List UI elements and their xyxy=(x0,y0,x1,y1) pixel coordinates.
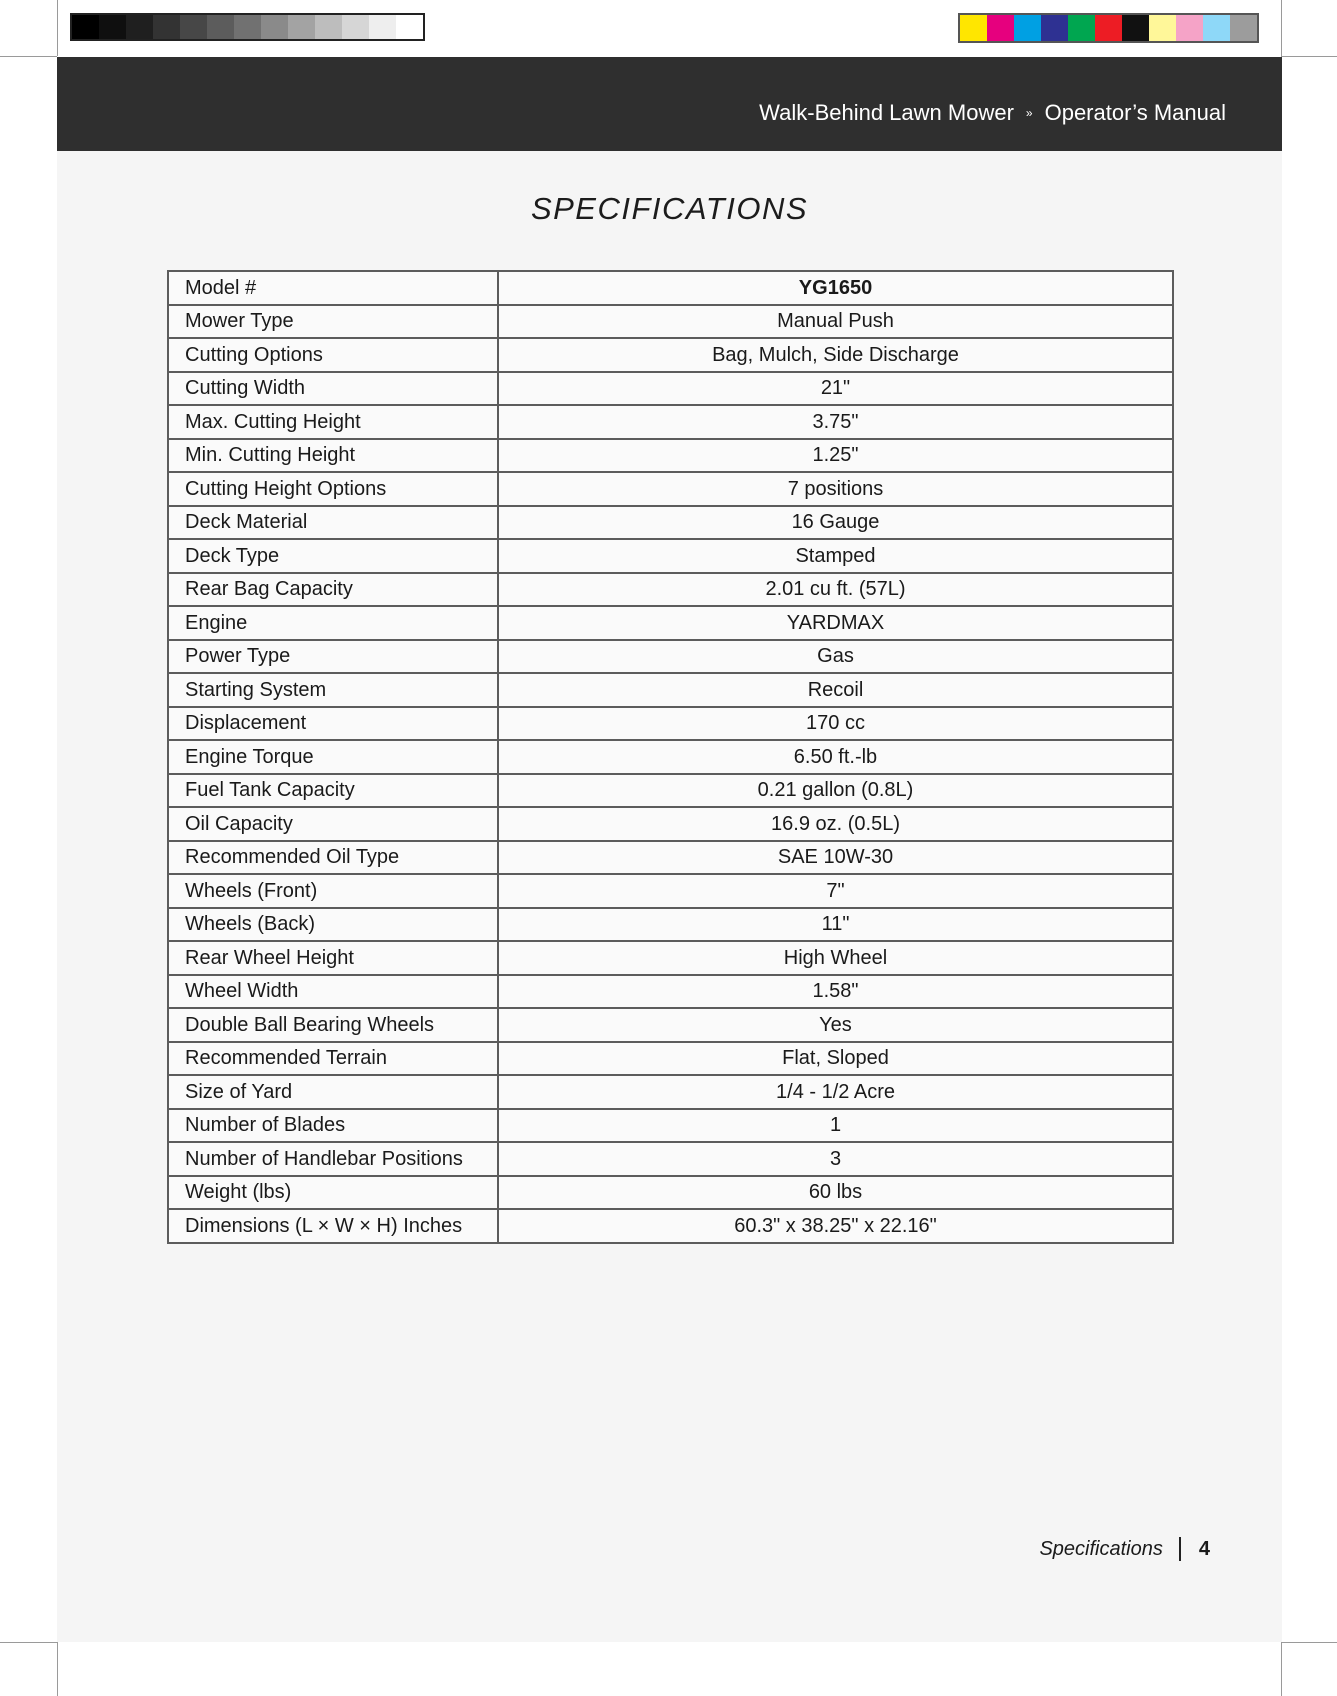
gray-swatch xyxy=(342,15,369,39)
table-row xyxy=(168,606,1173,640)
table-row xyxy=(168,908,1173,942)
spec-label: Max. Cutting Height xyxy=(168,405,498,439)
table-row xyxy=(168,740,1173,774)
spec-value: 7" xyxy=(498,874,1173,908)
gray-swatch xyxy=(234,15,261,39)
spec-label: Oil Capacity xyxy=(168,807,498,841)
spec-value: 170 cc xyxy=(498,707,1173,741)
spec-value: 1.58" xyxy=(498,975,1173,1009)
table-row xyxy=(168,573,1173,607)
gray-swatch xyxy=(99,15,126,39)
color-swatch xyxy=(1122,15,1149,41)
spec-value: 1.25" xyxy=(498,439,1173,473)
table-row xyxy=(168,707,1173,741)
color-calibration-bar xyxy=(958,13,1259,43)
table-row xyxy=(168,1008,1173,1042)
footer-divider xyxy=(1179,1537,1181,1561)
spec-value: High Wheel xyxy=(498,941,1173,975)
gray-swatch xyxy=(369,15,396,39)
spec-value: 3 xyxy=(498,1142,1173,1176)
spec-value: 6.50 ft.-lb xyxy=(498,740,1173,774)
spec-value: Yes xyxy=(498,1008,1173,1042)
gray-swatch xyxy=(153,15,180,39)
spec-label: Displacement xyxy=(168,707,498,741)
table-row xyxy=(168,874,1173,908)
crop-mark-top-right-h xyxy=(1281,56,1337,57)
spec-label: Wheel Width xyxy=(168,975,498,1009)
spec-value: SAE 10W-30 xyxy=(498,841,1173,875)
gray-swatch xyxy=(207,15,234,39)
spec-label: Model # xyxy=(168,271,498,305)
footer-section-name: Specifications xyxy=(1039,1537,1163,1560)
page-title: SPECIFICATIONS xyxy=(530,191,809,226)
table-row xyxy=(168,338,1173,372)
table-row xyxy=(168,1142,1173,1176)
spec-label: Engine Torque xyxy=(168,740,498,774)
spec-label: Number of Handlebar Positions xyxy=(168,1142,498,1176)
spec-label: Deck Material xyxy=(168,506,498,540)
spec-value: Manual Push xyxy=(498,305,1173,339)
spec-value: Recoil xyxy=(498,673,1173,707)
spec-value: 21" xyxy=(498,372,1173,406)
spec-value: YARDMAX xyxy=(498,606,1173,640)
table-row xyxy=(168,439,1173,473)
gray-swatch xyxy=(315,15,342,39)
crop-mark-top-left-h xyxy=(0,56,57,57)
color-swatch xyxy=(1068,15,1095,41)
table-row xyxy=(168,372,1173,406)
gray-swatch xyxy=(180,15,207,39)
table-row xyxy=(168,774,1173,808)
table-row xyxy=(168,472,1173,506)
spec-label: Engine xyxy=(168,606,498,640)
table-row xyxy=(168,1075,1173,1109)
spec-value: 16.9 oz. (0.5L) xyxy=(498,807,1173,841)
table-row xyxy=(168,506,1173,540)
header-section: Operator’s Manual xyxy=(1044,100,1226,125)
table-row xyxy=(168,1176,1173,1210)
color-swatch xyxy=(987,15,1014,41)
spec-value: 1/4 - 1/2 Acre xyxy=(498,1075,1173,1109)
crop-mark-top-right xyxy=(1281,0,1282,56)
spec-label: Double Ball Bearing Wheels xyxy=(168,1008,498,1042)
spec-value: 16 Gauge xyxy=(498,506,1173,540)
spec-value: 0.21 gallon (0.8L) xyxy=(498,774,1173,808)
crop-mark-bottom-right xyxy=(1281,1642,1282,1696)
grayscale-calibration-bar xyxy=(70,13,425,41)
color-swatch xyxy=(1095,15,1122,41)
spec-label: Wheels (Front) xyxy=(168,874,498,908)
header-band xyxy=(57,57,1282,151)
spec-value: 2.01 cu ft. (57L) xyxy=(498,573,1173,607)
spec-label: Fuel Tank Capacity xyxy=(168,774,498,808)
spec-label: Size of Yard xyxy=(168,1075,498,1109)
crop-mark-top-left xyxy=(57,0,58,56)
spec-label: Mower Type xyxy=(168,305,498,339)
spec-label: Cutting Height Options xyxy=(168,472,498,506)
color-swatch xyxy=(1014,15,1041,41)
spec-value: 60 lbs xyxy=(498,1176,1173,1210)
spec-value: 11" xyxy=(498,908,1173,942)
crop-mark-bottom-left xyxy=(57,1642,58,1696)
spec-label: Dimensions (L × W × H) Inches xyxy=(168,1209,498,1243)
spec-label: Wheels (Back) xyxy=(168,908,498,942)
header-breadcrumb xyxy=(759,100,1226,126)
table-row xyxy=(168,941,1173,975)
spec-value: 1 xyxy=(498,1109,1173,1143)
gray-swatch xyxy=(288,15,315,39)
gray-swatch xyxy=(396,15,423,39)
table-row xyxy=(168,305,1173,339)
table-row xyxy=(168,1109,1173,1143)
table-row xyxy=(168,539,1173,573)
spec-label: Recommended Oil Type xyxy=(168,841,498,875)
specifications-table xyxy=(167,270,1174,1244)
table-row xyxy=(168,1042,1173,1076)
color-swatch xyxy=(1203,15,1230,41)
spec-label: Starting System xyxy=(168,673,498,707)
breadcrumb-separator-icon: » xyxy=(1025,106,1033,120)
spec-label: Weight (lbs) xyxy=(168,1176,498,1210)
table-row xyxy=(168,841,1173,875)
spec-value: 7 positions xyxy=(498,472,1173,506)
spec-label: Recommended Terrain xyxy=(168,1042,498,1076)
spec-value: Stamped xyxy=(498,539,1173,573)
spec-value: 60.3" x 38.25" x 22.16" xyxy=(498,1209,1173,1243)
color-swatch xyxy=(1230,15,1257,41)
table-row xyxy=(168,271,1173,305)
table-row xyxy=(168,975,1173,1009)
color-swatch xyxy=(1041,15,1068,41)
spec-value: Gas xyxy=(498,640,1173,674)
spec-label: Rear Wheel Height xyxy=(168,941,498,975)
gray-swatch xyxy=(126,15,153,39)
page-number: 4 xyxy=(1198,1537,1210,1560)
spec-label: Cutting Width xyxy=(168,372,498,406)
color-swatch xyxy=(960,15,987,41)
color-swatch xyxy=(1176,15,1203,41)
spec-value: 3.75" xyxy=(498,405,1173,439)
table-row xyxy=(168,1209,1173,1243)
color-swatch xyxy=(1149,15,1176,41)
table-row xyxy=(168,640,1173,674)
gray-swatch xyxy=(72,15,99,39)
crop-mark-bottom-left-h xyxy=(0,1642,57,1643)
spec-label: Min. Cutting Height xyxy=(168,439,498,473)
table-row xyxy=(168,807,1173,841)
manual-page xyxy=(57,57,1282,1642)
gray-swatch xyxy=(261,15,288,39)
spec-value: Flat, Sloped xyxy=(498,1042,1173,1076)
spec-label: Number of Blades xyxy=(168,1109,498,1143)
table-row xyxy=(168,405,1173,439)
crop-mark-bottom-right-h xyxy=(1281,1642,1337,1643)
spec-value: Bag, Mulch, Side Discharge xyxy=(498,338,1173,372)
header-doc-title: Walk-Behind Lawn Mower xyxy=(759,100,1014,125)
spec-label: Rear Bag Capacity xyxy=(168,573,498,607)
spec-label: Cutting Options xyxy=(168,338,498,372)
spec-label: Power Type xyxy=(168,640,498,674)
page-footer xyxy=(1039,1537,1210,1561)
spec-label: Deck Type xyxy=(168,539,498,573)
table-row xyxy=(168,673,1173,707)
spec-value: YG1650 xyxy=(498,271,1173,305)
